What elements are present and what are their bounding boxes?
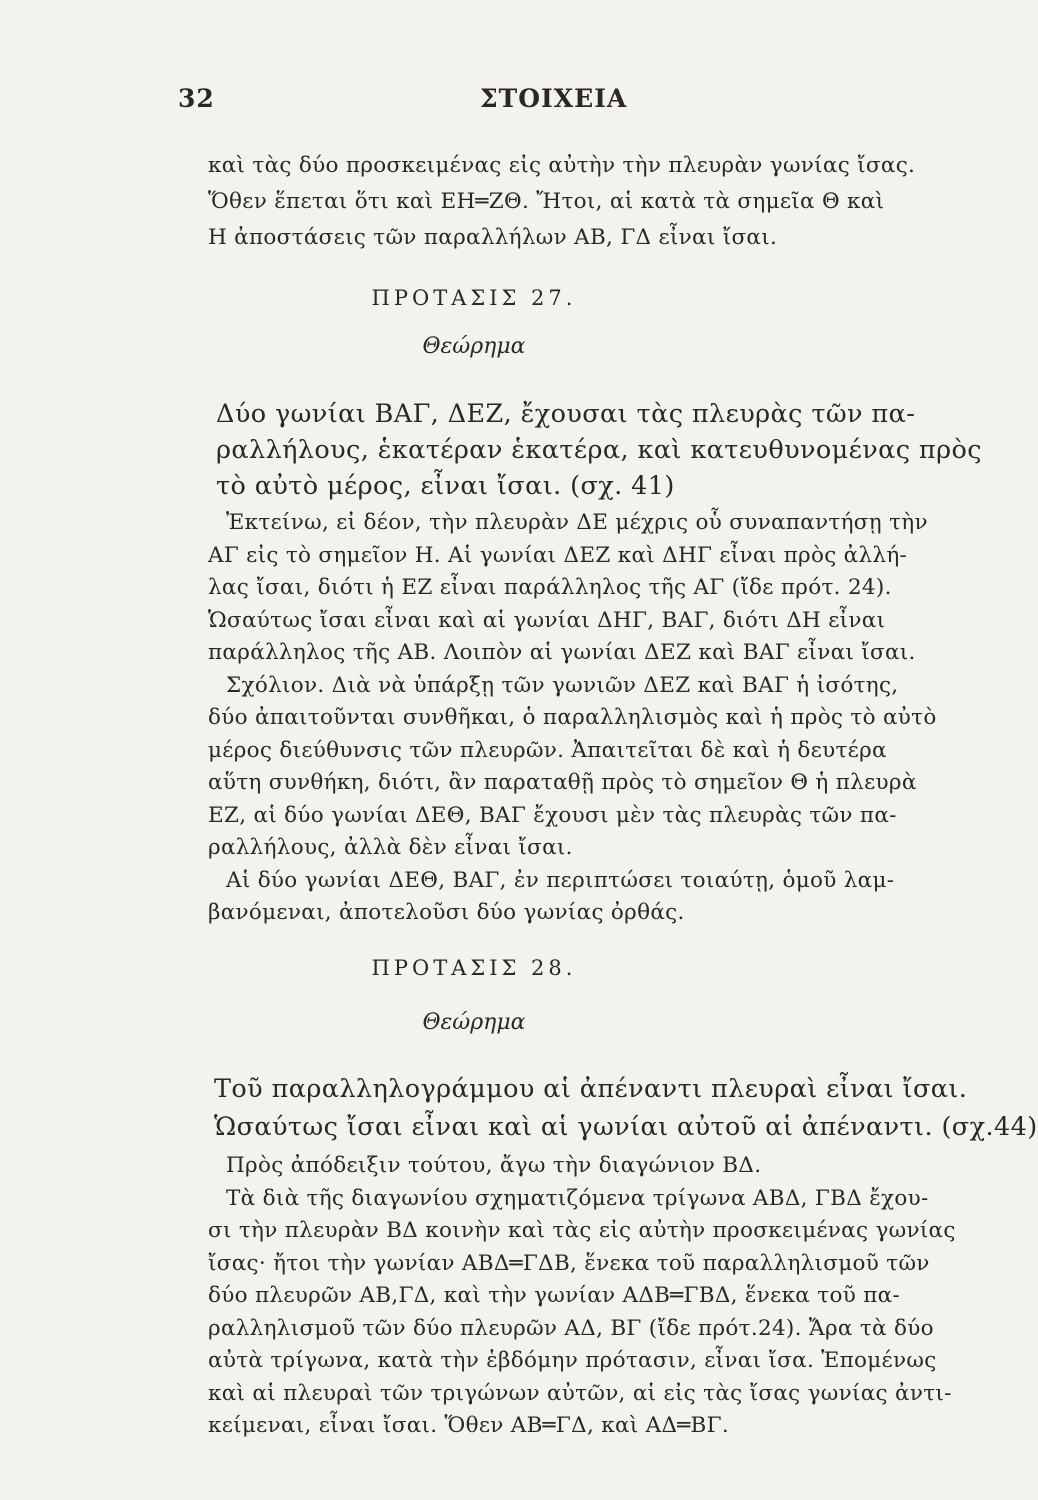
proof-line: ἴσας· ἤτοι τὴν γωνίαν ΑΒΔ═ΓΔΒ, ἕνεκα τοῦ παραλληλισμοῦ τῶν — [208, 1250, 930, 1276]
proof-line: Ὡσαύτως ἴσαι εἶναι καὶ αἱ γωνίαι ΔΗΓ, ΒΑΓ, διότι ΔΗ εἶναι — [208, 607, 886, 633]
proposition-28-proof — [208, 1150, 956, 1443]
text-line: καὶ τὰς δύο προσκειμένας εἰς αὐτὴν τὴν πλευρὰν γωνίας ἴσας. — [208, 153, 916, 178]
proof-line: Πρὸς ἀπόδειξιν τούτου, ἄγω τὴν διαγώνιον ΒΔ. — [226, 1153, 762, 1178]
statement-line: Τοῦ παραλληλογράμμου αἱ ἀπέναντι πλευραὶ εἶναι ἴσαι. — [214, 1074, 968, 1104]
scholium-line: μέρος διεύθυνσις τῶν πλευρῶν. Ἀπαιτεῖται δὲ καὶ ἡ δευτέρα — [208, 737, 887, 763]
proposition-28-subheading: Θεώρημα — [422, 1010, 526, 1035]
proof-line: ΑΓ εἰς τὸ σημεῖον Η. Αἱ γωνίαι ΔΕΖ καὶ ΔΗΓ εἶναι πρὸς ἀλλή- — [208, 542, 908, 568]
scholium-line: ραλλήλους, ἀλλὰ δὲν εἶναι ἴσαι. — [208, 835, 573, 860]
scholium-line: δύο ἀπαιτοῦνται συνθῆκαι, ὁ παραλληλισμὸς καὶ ἡ πρὸς τὸ αὐτὸ — [208, 705, 937, 730]
intro-paragraph — [208, 148, 916, 256]
proposition-27-heading: ΠΡΟΤΑΣΙΣ 27. — [371, 286, 577, 310]
proposition-27-statement — [216, 396, 982, 504]
scholium-line: αὕτη συνθήκη, διότι, ἂν παραταθῇ πρὸς τὸ σημεῖον Θ ἡ πλευρὰ — [208, 770, 917, 795]
text-line: Η ἀποστάσεις τῶν παραλλήλων ΑΒ, ΓΔ εἶναι ἴσαι. — [208, 225, 778, 250]
proof-line: καὶ αἱ πλευραὶ τῶν τριγώνων αὐτῶν, αἱ εἰς τὰς ἴσας γωνίας ἀντι- — [208, 1380, 952, 1406]
page-number: 32 — [178, 84, 215, 113]
proposition-28-heading: ΠΡΟΤΑΣΙΣ 28. — [371, 956, 577, 980]
statement-line: Δύο γωνίαι ΒΑΓ, ΔΕΖ, ἔχουσαι τὰς πλευρὰς τῶν πα- — [216, 399, 916, 429]
running-title: ΣΤΟΙΧΕΙΑ — [480, 84, 628, 113]
statement-line: ραλλήλους, ἑκατέραν ἑκατέρα, καὶ κατευθυνομένας πρὸς — [216, 435, 982, 465]
proof-line: παράλληλος τῆς ΑΒ. Λοιπὸν αἱ γωνίαι ΔΕΖ καὶ ΒΑΓ εἶναι ἴσαι. — [208, 640, 916, 665]
statement-line: τὸ αὐτὸ μέρος, εἶναι ἴσαι. (σχ. 41) — [216, 471, 675, 501]
proof-line: σι τὴν πλευρὰν ΒΔ κοινὴν καὶ τὰς εἰς αὐτὴν προσκειμένας γωνίας — [208, 1218, 956, 1243]
proposition-27-proof — [208, 507, 937, 930]
proof-line: Τὰ διὰ τῆς διαγωνίου σχηματιζόμενα τρίγωνα ΑΒΔ, ΓΒΔ ἔχου- — [226, 1185, 929, 1211]
proof-line: αὐτὰ τρίγωνα, κατὰ τὴν ἑβδόμην πρότασιν, εἶναι ἴσα. Ἑπομένως — [208, 1348, 937, 1373]
page-header — [178, 84, 918, 124]
proof-line: ραλληλισμοῦ τῶν δύο πλευρῶν ΑΔ, ΒΓ (ἴδε πρότ.24). Ἄρα τὰ δύο — [208, 1315, 934, 1341]
statement-line: Ὡσαύτως ἴσαι εἶναι καὶ αἱ γωνίαι αὐτοῦ αἱ ἀπέναντι. (σχ.44) — [214, 1112, 1038, 1142]
text-line: Ὅθεν ἕπεται ὅτι καὶ ΕΗ═ΖΘ. Ἤτοι, αἱ κατὰ τὰ σημεῖα Θ καὶ — [208, 189, 885, 214]
scholium-line: Σχόλιον. Διὰ νὰ ὑπάρξῃ τῶν γωνιῶν ΔΕΖ καὶ ΒΑΓ ἡ ἰσότης, — [226, 672, 899, 698]
scholium-line: βανόμεναι, ἀποτελοῦσι δύο γωνίας ὀρθάς. — [208, 900, 685, 925]
proof-line: Ἐκτείνω, εἰ δέον, τὴν πλευρὰν ΔΕ μέχρις οὗ συναπαντήσῃ τὴν — [226, 510, 928, 535]
proof-line: δύο πλευρῶν ΑΒ,ΓΔ, καὶ τὴν γωνίαν ΑΔΒ═ΓΒΔ, ἕνεκα τοῦ πα- — [208, 1283, 901, 1308]
proposition-27-subheading: Θεώρημα — [422, 334, 526, 359]
proposition-28-statement — [214, 1070, 1038, 1146]
scholium-line: ΕΖ, αἱ δύο γωνίαι ΔΕΘ, ΒΑΓ ἔχουσι μὲν τὰς πλευρὰς τῶν πα- — [208, 802, 897, 828]
proof-line: λας ἴσαι, διότι ἡ ΕΖ εἶναι παράλληλος τῆς ΑΓ (ἴδε πρότ. 24). — [208, 575, 892, 600]
proof-line: κείμεναι, εἶναι ἴσαι. Ὅθεν ΑΒ═ΓΔ, καὶ ΑΔ═ΒΓ. — [208, 1413, 730, 1438]
scholium-line: Αἱ δύο γωνίαι ΔΕΘ, ΒΑΓ, ἐν περιπτώσει τοιαύτῃ, ὁμοῦ λαμ- — [226, 867, 895, 893]
